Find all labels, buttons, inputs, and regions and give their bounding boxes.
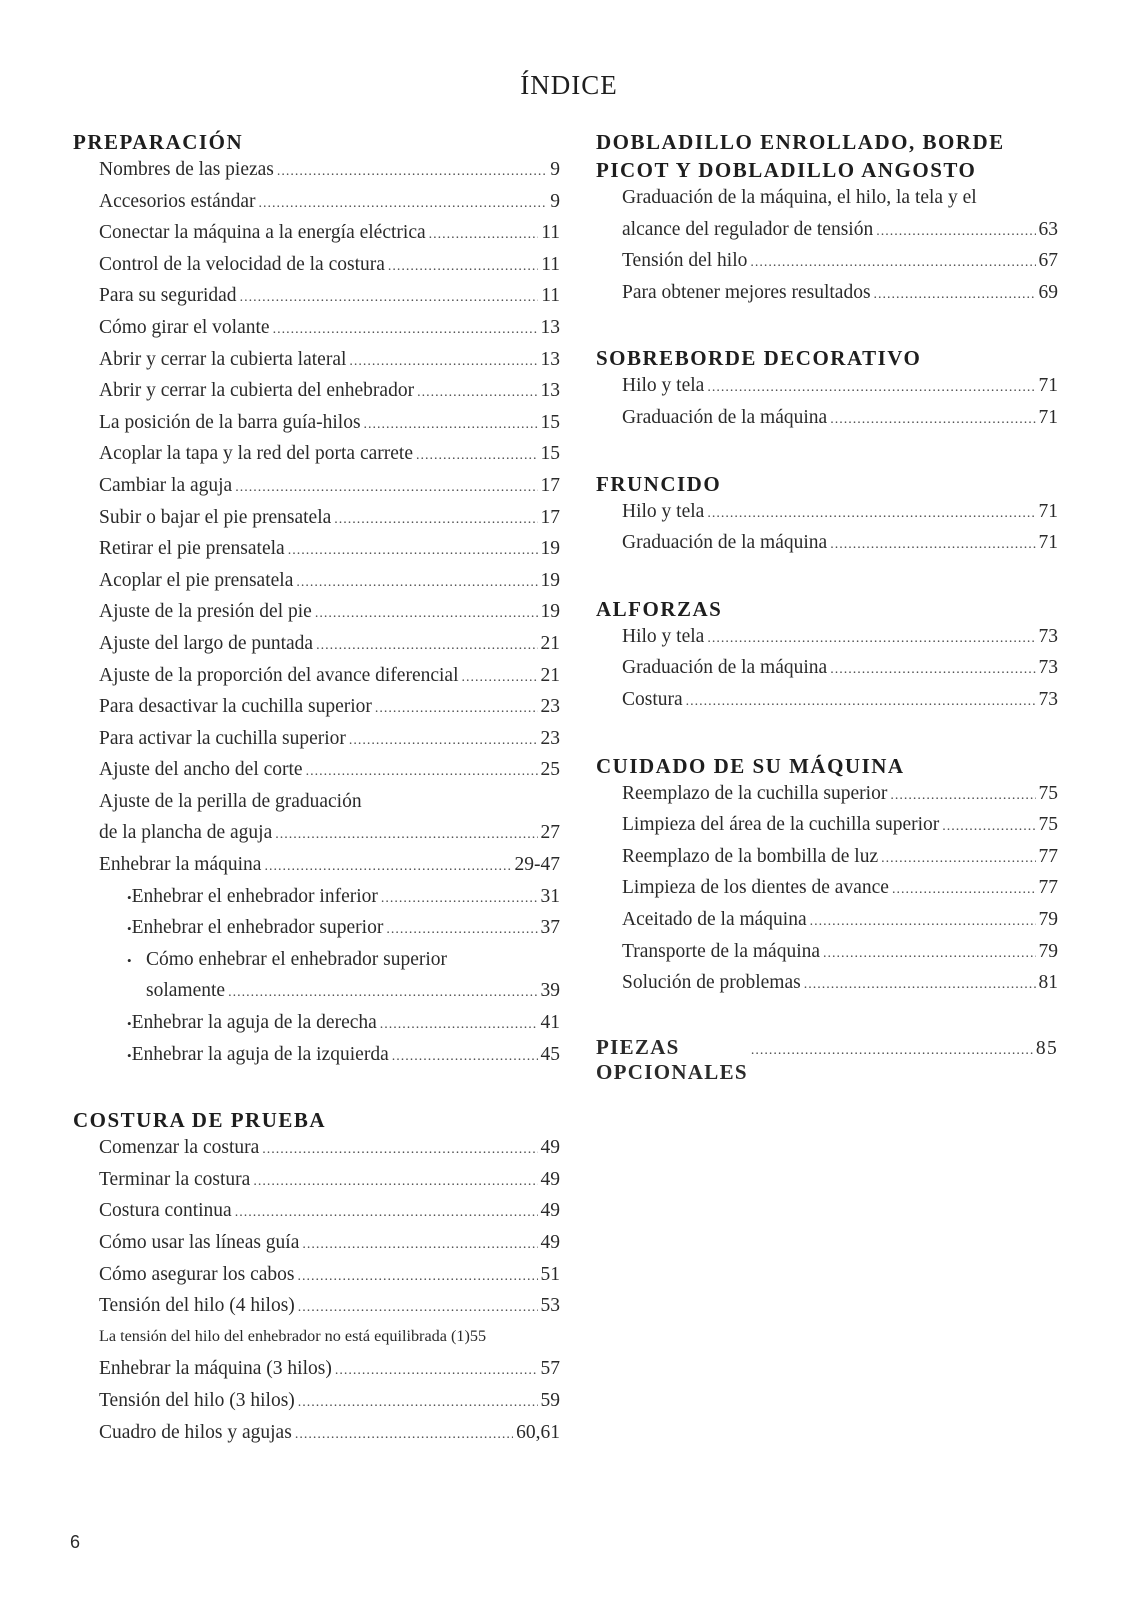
toc-section xyxy=(596,470,1058,564)
dot-leader xyxy=(235,1205,538,1221)
entry-page: 45 xyxy=(540,1043,560,1065)
dot-leader xyxy=(810,914,1036,930)
entry-label: Hilo y tela xyxy=(622,375,705,397)
entry-page: 37 xyxy=(540,917,560,939)
dot-leader xyxy=(228,985,537,1001)
entry-label: Abrir y cerrar la cubierta lateral xyxy=(99,348,347,370)
dot-leader xyxy=(462,670,538,686)
dot-leader xyxy=(262,1142,537,1158)
toc-entry xyxy=(99,222,560,254)
toc-entry xyxy=(99,159,560,191)
toc-entry xyxy=(99,191,560,223)
entry-label: Conectar la máquina a la energía eléctrica xyxy=(99,222,426,244)
entry-page: 9 xyxy=(550,190,560,212)
dot-leader xyxy=(316,638,537,654)
toc-entry xyxy=(622,689,1058,721)
toc-entry xyxy=(99,317,560,349)
entry-list xyxy=(73,1137,560,1453)
entry-label: Solución de problemas xyxy=(622,972,801,994)
dot-leader xyxy=(380,1017,538,1033)
entry-label: Transporte de la máquina xyxy=(622,940,821,962)
entry-label: Cambiar la aguja xyxy=(99,474,233,496)
entry-label: Cómo usar las líneas guía xyxy=(99,1232,300,1253)
section-heading: CUIDADO DE SU MÁQUINA xyxy=(596,753,905,778)
dot-leader xyxy=(364,417,538,433)
toc-entry xyxy=(99,1044,560,1076)
entry-page: 81 xyxy=(1038,972,1058,994)
entry-label: Costura continua xyxy=(99,1200,232,1222)
toc-entry xyxy=(622,219,1058,251)
entry-page: 73 xyxy=(1038,625,1058,647)
toc-entry xyxy=(622,375,1058,407)
toc-entry xyxy=(99,980,560,1012)
dot-leader xyxy=(892,882,1036,898)
section-heading: FRUNCIDO xyxy=(596,471,722,496)
entry-label: Ajuste de la proporción del avance diferencial xyxy=(99,664,459,686)
entry-page: 57 xyxy=(540,1358,560,1380)
entry-label: Cómo girar el volante xyxy=(99,316,270,338)
entry-label: alcance del regulador de tensión xyxy=(622,218,874,240)
toc-entry xyxy=(99,633,560,665)
toc-entry xyxy=(99,1232,560,1264)
entry-page: 19 xyxy=(540,538,560,560)
dot-leader xyxy=(295,1427,513,1443)
entry-page: 69 xyxy=(1038,281,1058,303)
entry-page: 11 xyxy=(541,285,560,307)
entry-label: Para desactivar la cuchilla superior xyxy=(99,696,372,718)
toc-entry xyxy=(622,407,1058,439)
dot-leader xyxy=(275,827,537,843)
entry-page: 11 xyxy=(541,253,560,275)
entry-label: Ajuste de la perilla de graduación xyxy=(99,790,362,812)
entry-page: 51 xyxy=(540,1263,560,1285)
dot-leader xyxy=(823,946,1035,962)
toc-entry xyxy=(622,941,1058,973)
entry-page: 23 xyxy=(540,727,560,749)
entry-page: 17 xyxy=(540,506,560,528)
entry-page: 79 xyxy=(1038,908,1058,930)
entry-label: Cómo enhebrar el enhebrador superior xyxy=(146,948,448,970)
entry-page: 25 xyxy=(540,759,560,781)
dot-leader xyxy=(876,224,1035,240)
bullet-icon: • xyxy=(127,921,132,937)
page-title: ÍNDICE xyxy=(520,70,618,100)
dot-leader xyxy=(429,227,539,243)
entry-page: 9 xyxy=(550,159,560,180)
toc-entry xyxy=(622,783,1058,815)
dot-leader xyxy=(830,412,1035,428)
entry-label: Cuadro de hilos y agujas xyxy=(99,1421,292,1443)
toc-entry xyxy=(622,282,1058,314)
toc-section xyxy=(596,752,1058,1004)
entry-label: Comenzar la costura xyxy=(99,1137,260,1159)
dot-leader xyxy=(890,788,1035,804)
toc-entry xyxy=(622,909,1058,941)
entry-page: 73 xyxy=(1038,657,1058,679)
entry-label: Limpieza de los dientes de avance xyxy=(622,877,889,899)
bullet-icon: • xyxy=(127,889,132,905)
entry-page: 15 xyxy=(540,411,560,433)
toc-entry xyxy=(99,822,560,854)
toc-entry xyxy=(622,532,1058,564)
toc-entry xyxy=(99,507,560,539)
dot-leader xyxy=(830,537,1035,553)
toc-entry xyxy=(99,791,560,823)
entry-label: Aceitado de la máquina xyxy=(622,908,807,930)
entry-page: 71 xyxy=(1038,500,1058,522)
dot-leader xyxy=(288,543,538,559)
dot-leader xyxy=(386,922,537,938)
entry-page: 75 xyxy=(1038,814,1058,836)
toc-entry xyxy=(99,1422,560,1454)
dot-leader xyxy=(375,701,538,717)
dot-leader xyxy=(235,480,537,496)
toc-entry xyxy=(99,696,560,728)
entry-page: 49 xyxy=(540,1137,560,1159)
entry-label: Tensión del hilo (3 hilos) xyxy=(99,1389,295,1411)
dot-leader xyxy=(349,354,537,370)
entry-label: Graduación de la máquina xyxy=(622,406,828,428)
toc-section xyxy=(596,344,1058,438)
toc-entry xyxy=(622,877,1058,909)
entry-list xyxy=(73,159,560,1075)
bullet-icon: • xyxy=(127,952,132,968)
toc-entry xyxy=(99,1358,560,1390)
dot-leader xyxy=(686,694,1036,710)
toc-entry xyxy=(99,1327,560,1359)
toc-entry xyxy=(99,917,560,949)
dot-leader xyxy=(804,977,1036,993)
entry-label: Enhebrar el enhebrador inferior xyxy=(131,885,378,907)
entry-label: Reemplazo de la cuchilla superior xyxy=(622,782,888,804)
dot-leader xyxy=(942,819,1035,835)
entry-page: 31 xyxy=(540,885,560,907)
section-heading: ALFORZAS xyxy=(596,596,723,621)
toc-entry xyxy=(99,665,560,697)
entry-label: Graduación de la máquina xyxy=(622,657,828,679)
dot-leader xyxy=(302,1237,537,1253)
entry-label: Para su seguridad xyxy=(99,285,237,307)
dot-leader xyxy=(392,1049,538,1065)
entry-page: 49 xyxy=(540,1232,560,1253)
toc-entry xyxy=(99,1200,560,1232)
entry-page: 23 xyxy=(540,696,560,718)
entry-label: Enhebrar la máquina (3 hilos) xyxy=(99,1358,332,1380)
entry-label: Accesorios estándar xyxy=(99,190,256,212)
entry-page: 41 xyxy=(540,1012,560,1034)
dot-leader xyxy=(830,662,1035,678)
dot-leader xyxy=(296,575,537,591)
dot-leader xyxy=(298,1269,538,1285)
dot-leader xyxy=(273,322,538,338)
entry-page: 73 xyxy=(1038,688,1058,710)
entry-page: 13 xyxy=(540,380,560,402)
entry-page: 71 xyxy=(1038,532,1058,554)
toc-entry xyxy=(99,728,560,760)
toc-entry xyxy=(99,475,560,507)
dot-leader xyxy=(381,891,538,907)
toc-entry xyxy=(622,187,1058,219)
entry-page: 63 xyxy=(1038,218,1058,240)
entry-label: Cómo asegurar los cabos xyxy=(99,1263,295,1285)
toc-entry xyxy=(99,1390,560,1422)
dot-leader xyxy=(258,196,547,212)
entry-page: 49 xyxy=(540,1200,560,1222)
entry-page: 21 xyxy=(540,632,560,654)
toc-entry xyxy=(99,570,560,602)
entry-list xyxy=(596,783,1058,1004)
dot-leader xyxy=(253,1174,537,1190)
entry-label: Hilo y tela xyxy=(622,500,705,522)
entry-page: 67 xyxy=(1038,250,1058,272)
entry-page: 39 xyxy=(540,980,560,1002)
entry-page: 19 xyxy=(540,601,560,623)
toc-entry xyxy=(622,250,1058,282)
toc-entry xyxy=(99,759,560,791)
entry-page: 13 xyxy=(540,348,560,370)
entry-label: La tensión del hilo del enhebrador no está equilibrada (1) xyxy=(99,1326,470,1345)
entry-label: Tensión del hilo xyxy=(622,250,748,272)
entry-label: Reemplazo de la bombilla de luz xyxy=(622,845,879,867)
toc-entry xyxy=(99,601,560,633)
entry-label: Tensión del hilo (4 hilos) xyxy=(99,1295,295,1317)
entry-label: Costura xyxy=(622,688,683,710)
entry-page: 71 xyxy=(1038,375,1058,397)
entry-page: 53 xyxy=(540,1295,560,1317)
entry-label: Subir o bajar el pie prensatela xyxy=(99,506,332,528)
toc-entry xyxy=(99,285,560,317)
entry-page: 85 xyxy=(1035,1037,1058,1059)
dot-leader xyxy=(388,259,538,275)
section-heading: DOBLADILLO ENROLLADO, BORDE PICOT Y DOBLADILLO ANGOSTO xyxy=(596,130,1005,182)
entry-label: Para activar la cuchilla superior xyxy=(99,727,346,749)
toc-entry xyxy=(99,538,560,570)
bullet-icon: • xyxy=(127,1016,132,1032)
entry-list xyxy=(596,187,1058,313)
toc-entry xyxy=(99,1012,560,1044)
section-heading: SOBREBORDE DECORATIVO xyxy=(596,346,922,371)
bullet-icon: • xyxy=(127,1047,132,1063)
entry-label: Graduación de la máquina, el hilo, la tela y el xyxy=(622,187,977,208)
toc-entry xyxy=(622,501,1058,533)
toc-entry xyxy=(99,380,560,412)
dot-leader xyxy=(240,290,539,306)
toc-entry xyxy=(99,1169,560,1201)
entry-label: Hilo y tela xyxy=(622,625,705,647)
dot-leader xyxy=(264,859,511,875)
entry-label: Graduación de la máquina xyxy=(622,532,828,554)
entry-label: Ajuste del largo de puntada xyxy=(99,632,314,654)
optional-parts-entry xyxy=(596,1035,1058,1085)
dot-leader xyxy=(416,448,538,464)
dot-leader xyxy=(335,1363,538,1379)
entry-list xyxy=(596,501,1058,564)
entry-page: 71 xyxy=(1038,406,1058,428)
entry-list xyxy=(596,626,1058,721)
entry-label: Enhebrar la aguja de la derecha xyxy=(131,1012,377,1034)
toc-entry xyxy=(622,626,1058,658)
toc-entry xyxy=(99,1295,560,1327)
entry-page: 55 xyxy=(469,1326,487,1345)
entry-page: 21 xyxy=(540,664,560,686)
toc-section xyxy=(596,128,1058,313)
entry-label: Nombres de las piezas xyxy=(99,159,274,180)
entry-label: Retirar el pie prensatela xyxy=(99,538,285,560)
entry-label: Enhebrar la aguja de la izquierda xyxy=(131,1043,389,1065)
dot-leader xyxy=(417,385,537,401)
entry-page: 17 xyxy=(540,474,560,496)
entry-label: de la plancha de aguja xyxy=(99,822,273,844)
toc-entry xyxy=(99,412,560,444)
entry-page: 49 xyxy=(540,1168,560,1190)
entry-label: Ajuste del ancho del corte xyxy=(99,759,303,781)
toc-section xyxy=(73,128,560,1075)
entry-label: Terminar la costura xyxy=(99,1168,251,1190)
dot-leader xyxy=(707,631,1035,647)
entry-label: La posición de la barra guía-hilos xyxy=(99,411,361,433)
dot-leader xyxy=(707,506,1035,522)
entry-label: Acoplar el pie prensatela xyxy=(99,569,294,591)
toc-section xyxy=(596,595,1058,721)
dot-leader xyxy=(881,851,1035,867)
entry-label: Control de la velocidad de la costura xyxy=(99,253,385,275)
entry-page: 59 xyxy=(540,1389,560,1411)
dot-leader xyxy=(751,1043,1033,1059)
entry-label: Abrir y cerrar la cubierta del enhebrador xyxy=(99,380,415,402)
toc-entry xyxy=(99,886,560,918)
entry-label: Enhebrar la máquina xyxy=(99,854,262,876)
entry-page: 29-47 xyxy=(514,854,560,876)
entry-label: Enhebrar el enhebrador superior xyxy=(131,917,384,939)
entry-page: 77 xyxy=(1038,845,1058,867)
left-column xyxy=(73,128,560,1484)
entry-page: 13 xyxy=(540,316,560,338)
page-number: 6 xyxy=(70,1532,81,1552)
dot-leader xyxy=(298,1300,538,1316)
section-heading: PIEZAS OPCIONALES xyxy=(596,1034,748,1084)
entry-page: 11 xyxy=(541,222,560,244)
entry-label: solamente xyxy=(146,980,226,1002)
entry-list xyxy=(596,375,1058,438)
toc-entry xyxy=(99,1264,560,1296)
dot-leader xyxy=(349,733,538,749)
toc-entry xyxy=(622,972,1058,1004)
toc-entry xyxy=(99,854,560,886)
dot-leader xyxy=(874,287,1036,303)
dot-leader xyxy=(750,255,1035,271)
toc-entry xyxy=(99,443,560,475)
entry-page: 79 xyxy=(1038,940,1058,962)
entry-label: Limpieza del área de la cuchilla superior xyxy=(622,814,940,836)
toc-entry xyxy=(622,846,1058,878)
entry-page: 19 xyxy=(540,569,560,591)
entry-page: 27 xyxy=(540,822,560,844)
dot-leader xyxy=(298,1395,538,1411)
dot-leader xyxy=(306,764,538,780)
toc-entry xyxy=(99,1137,560,1169)
section-heading: PREPARACIÓN xyxy=(73,130,244,154)
entry-page: 77 xyxy=(1038,877,1058,899)
toc-entry xyxy=(622,657,1058,689)
entry-page: 15 xyxy=(540,443,560,465)
toc-section xyxy=(73,1106,560,1453)
toc-entry xyxy=(99,349,560,381)
toc-entry xyxy=(622,814,1058,846)
right-column xyxy=(596,128,1058,1085)
dot-leader xyxy=(707,380,1035,396)
section-heading: COSTURA DE PRUEBA xyxy=(73,1108,327,1133)
entry-label: Ajuste de la presión del pie xyxy=(99,601,312,623)
dot-leader xyxy=(277,164,547,180)
dot-leader xyxy=(315,606,538,622)
entry-page: 75 xyxy=(1038,782,1058,804)
toc-entry xyxy=(99,254,560,286)
entry-label: Acoplar la tapa y la red del porta carrete xyxy=(99,443,413,465)
entry-label: Para obtener mejores resultados xyxy=(622,281,871,303)
dot-leader xyxy=(334,512,537,528)
entry-page: 60,61 xyxy=(516,1421,560,1443)
toc-entry xyxy=(99,949,560,981)
